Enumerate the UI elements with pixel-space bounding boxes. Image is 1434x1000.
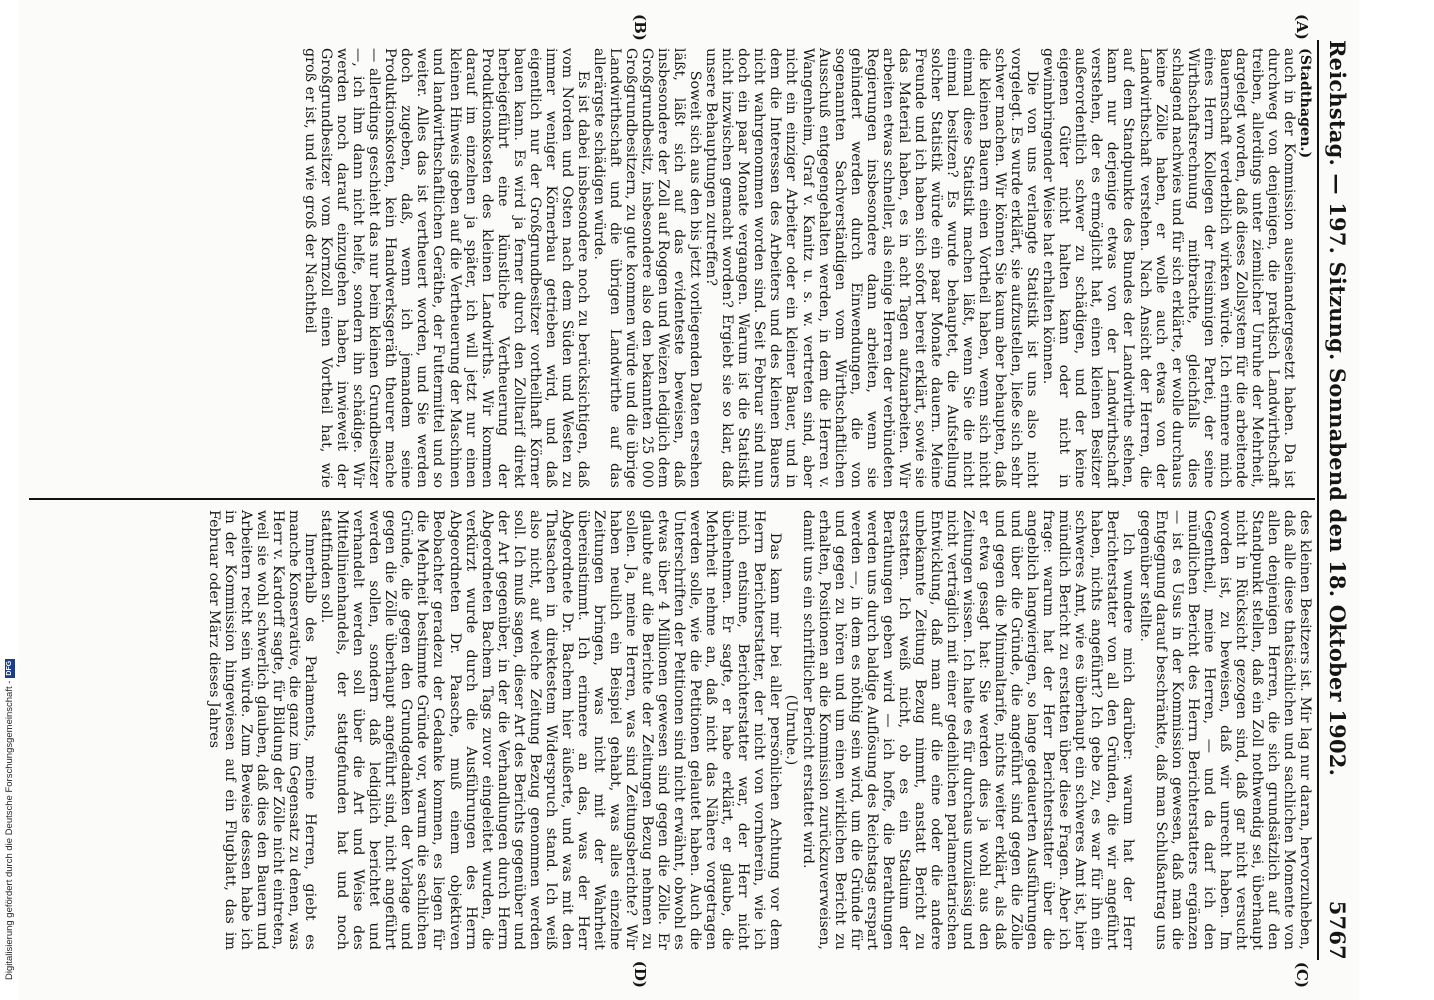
dfg-logo: DFG <box>5 660 13 676</box>
column-rule <box>29 498 1315 500</box>
margin-marker-d: (D) <box>631 960 649 988</box>
page-header <box>1323 40 1353 960</box>
page-number: 5767 <box>1325 900 1351 960</box>
right-column <box>206 510 1313 950</box>
header-rule <box>1317 40 1319 960</box>
margin-marker-c: (C) <box>1293 961 1311 988</box>
document-page <box>19 0 1359 1000</box>
paragraph: Ich wundere mich darüber: warum hat der Herr Berichterstatter von all den Gründen, die wir angeführt haben, nichts angeführt? Ich gebe zu, es war für ihn ein schweres Amt, wie es überhaupt ein schweres Amt ist, hier mündlich Bericht zu erstatten über diese Fragen. Aber ich frage: warum hat der Herr Berichterstatter über die angeblich langwierigen, so lange gedauerten Ausführungen und über die Gründe, die angeführt sind gegen die Zölle und gegen die Minimaltarife, nichts weiter erklärt, als daß er etwa gesagt hat: Sie werden dies ja wohl aus den Zeitungen wissen. Ich halte es für durchaus unzulässig und nicht verträglich mit einer gedeihlichen parlamentarischen Entwicklung, daß man auf die eine oder die andere unbekannte Zeitung Bezug nimmt, anstatt Bericht zu erstatten. Ich weiß nicht, ob es ein Stadium der Berathungen geben wird — ich hoffe, die Berathungen werden uns durch baldige Auflösung des Reichstags erspart werden —, in dem es nöthig sein wird, um die Gründe für und gegen zu hören und um einen wirklichen Bericht zu erhalten, Positionen an die Kommission zurückzuverweisen, damit uns ein schriftlicher Bericht erstattet wird. <box>799 510 1137 950</box>
paragraph: Innerhalb des Parlaments, meine Herren, giebt es manche Konservative, die ganz im Gegensatz zu denen, was Herr v. Kardorff sagte, für Bildung der Zölle nicht eintreten, weil sie wohl schwerlich glauben, daß dies den Bauern und Arbeitern recht sein würde. Zum Beweise dessen habe ich in der Kommission hingewiesen auf ein Flugblatt, das im Februar oder März dieses Jahres <box>205 510 319 950</box>
margin-marker-b: (B) <box>631 14 649 41</box>
digitization-credit <box>4 659 15 980</box>
paragraph: des kleinen Besitzers ist. Mir lag nur daran, hervorzuheben, daß alle diese thatsächlichen und sachlichen Momente von allen denjenigen Herren, die sich grundsätzlich auf den Standpunkt stellen, daß ein Zoll nothwendig sei, überhaupt nicht in Rücksicht gezogen sind, daß gar nicht versucht worden ist, zu beweisen, daß wir unrecht haben. Im Gegentheil, meine Herren, — und da darf ich den mündlichen Bericht des Herrn Berichterstatters ergänzen — ist es Usus in der Kommission gewesen, daß man die Entgegnung darauf beschränkte, daß man Schlußantrag uns gegenüber stellte. <box>1136 510 1313 950</box>
speaker-name: (Stadthagen.) <box>1297 48 1313 159</box>
paragraph: Die von uns verlangte Statistik ist uns also nicht vorgelegt. Es wurde erklärt, sie aufzustellen, ließe sich sehr schwer machen. Wir können Sie kaum aber behaupten, daß die kleinen Bauern einen Vortheil haben, wenn sich nicht einmal diese Statistik machen läßt, wenn Sie die nicht einmal besitzen? Es wurde behauptet, die Aufstellung solcher Statistik würde ein paar Monate dauern. Meine Freunde und ich haben sich sofort bereit erklärt, sowie sie das Material haben, es in acht Tagen aufzuarbeiten. Wir arbeiten etwas schneller, als einige Herren der verbündeten Regierungen insbesondere dann arbeiten, wenn sie gehindert werden durch Einwendungen, die von sogenannten Sachverständigen vom Wirthschaftlichen Ausschuß entgegengehalten werden, in dem die Herren v. Wangenheim, Graf v. Kanitz u. s. w. vertreten sind, aber nicht ein einziger Arbeiter oder ein kleiner Bauer, und in dem die Interessen des Arbeiters und des kleinen Bauers nicht wahrgenommen worden sind. Seit Februar sind nun doch ein paar Monate vergangen. Warum ist die Statistik nicht inzwischen gemacht worden? Ergiebt sie so klar, daß unsere Behauptungen zutreffen? <box>703 48 1041 488</box>
running-title: Reichstag. — 197. Sitzung. Sonnabend den 18. Oktober 1902. <box>1325 40 1351 777</box>
credit-text: Digitalisierung gefördert durch die Deutsche Forschungsgemeinschaft - <box>4 680 15 980</box>
margin-marker-a: (A) <box>1293 14 1311 40</box>
interjection: (Unruhe.) <box>783 694 800 766</box>
paragraph: Soweit sich aus den bis jetzt vorliegenden Daten ersehen läßt, läßt sich auf das evidenteste beweisen, daß insbesondere der Zoll auf Roggen und Weizen lediglich dem Großgrundbesitz, insbesondere also den bekannten 25 000 Großgrundbesitzern, zu gute kommen würde und die übrige Landwirthschaft und die übrigen Landwirthe auf das allerärgste schädigen würde. <box>590 48 704 488</box>
paragraph: Es ist dabei insbesondere noch zu berücksichtigen, daß vom Norden und Osten nach dem Süden und Westen zu immer weniger Körnerbau getrieben wird, und daß eigentlich nur der Großgrundbesitzer vortheilhaft Körner bauen kann. Es wird ja ferner durch den Zolltarif direkt herbeigeführt eine künstliche Vertheuerung der Produktionskosten des kleinen Landwirths. Wir kommen darauf im einzelnen ja später, ich will jetzt nur einen kleinen Hinweis geben auf die Vertheuerung der Maschinen und landwirthschaftlichen Geräthe, der Futtermittel und so weiter. Alles das ist vertheuert worden, und Sie werden doch zugeben, daß, wenn ich jemandem seine Produktionskosten, kein Handwerksgeräth theurer mache — allerdings geschieht das nur beim kleinen Grundbesitzer —, ich ihm dann nicht helfe, sondern ihn schädige. Wir werden noch darauf einzugehen haben, inwieweit der Großgrundbesitzer vom Kornzoll einen Vortheil hat, wie groß er ist, und wie groß der Nachtheil <box>302 48 591 488</box>
left-column <box>302 48 1313 488</box>
paragraph: auch in der Kommission auseinandergesetzt haben. Da ist durchweg von denjenigen, die praktisch Landwirthschaft treiben, allerdings unter ziemlicher Unruhe der Mehrheit, dargelegt worden, daß dieses Zollsystem für die arbeitende Bauernschaft verderblich wirken würde. Ich erinnere mich eines Herrn Kollegen der freisinnigen Partei, der seine Wirthschaftsrechnung mitbrachte, gleichfalls dies schlagend nachwies und für sich erklärte, er wolle durchaus keine Zölle haben, er wolle auch etwas von der Landwirthschaft verstehen. Nach Ansicht der Herren, die auf dem Standpunkte des Bundes der Landwirthe stehen, kann nur derjenige etwas von der Landwirthschaft verstehen, der es ermöglicht hat, einen kleinen Besitzer außerordentlich schwer zu schädigen, und der keine eigenen Güter nicht halten kann oder nicht in gewinnbringender Weise hat erhalten können. <box>1040 48 1297 488</box>
paragraph: Das kann mir bei aller persönlichen Achtung vor dem Herrn Berichterstatter, der nicht von vornherein, wie ich mich entsinne, Berichterstatter war, der Herr nicht übelnehmen. Er sagte, er habe erklärt, er glaube, die Mehrheit nehme an, daß nicht das Nähere vorgetragen werden solle, wie die Petitionen gelautet haben. Auch die Unterschriften der Petitionen sind nicht erwähnt, obwohl es etwas über 4 Millionen gewesen sind gegen die Zölle. Er glaubte auf die Berichte der Zeitungen Bezug nehmen zu sollen. Ja, meine Herren, was sind Zeitungsberichte? Wir haben neulich ein Beispiel gehabt, was alles einzelne Zeitungen bringen, was nicht mit der Wahrheit übereinstimmt. Ich erinnere an das, was der Herr Abgeordnete Dr. Bachem hier äußerte, und was mit den Thatsachen in direktestem Widerspruch stand. Ich weiß also nicht, auf welche Zeitung Bezug genommen werden soll. Ich muß sagen, dieser Art des Berichts gegenüber und der Art gegenüber, in der die Verhandlungen durch Herrn Abgeordneten Bachem Tags zuvor eingeleitet wurden, die verkürzt wurde durch die Ausführungen des Herrn Abgeordneten Dr. Paasche, muß einem objektiven Beobachter geradezu der Gedanke kommen, es liegen für die Mehrheit bestimmte Gründe vor, warum die sachlichen Gründe, die gegen den Grundgedanken der Vorlage und gegen die Zölle überhaupt angeführt sind, nicht angeführt werden sollen, sondern daß lediglich berichtet und verhandelt werden soll über die Art und Weise des Mittellinienhandels, der stattgefunden hat und noch stattfinden soll. <box>318 510 784 950</box>
